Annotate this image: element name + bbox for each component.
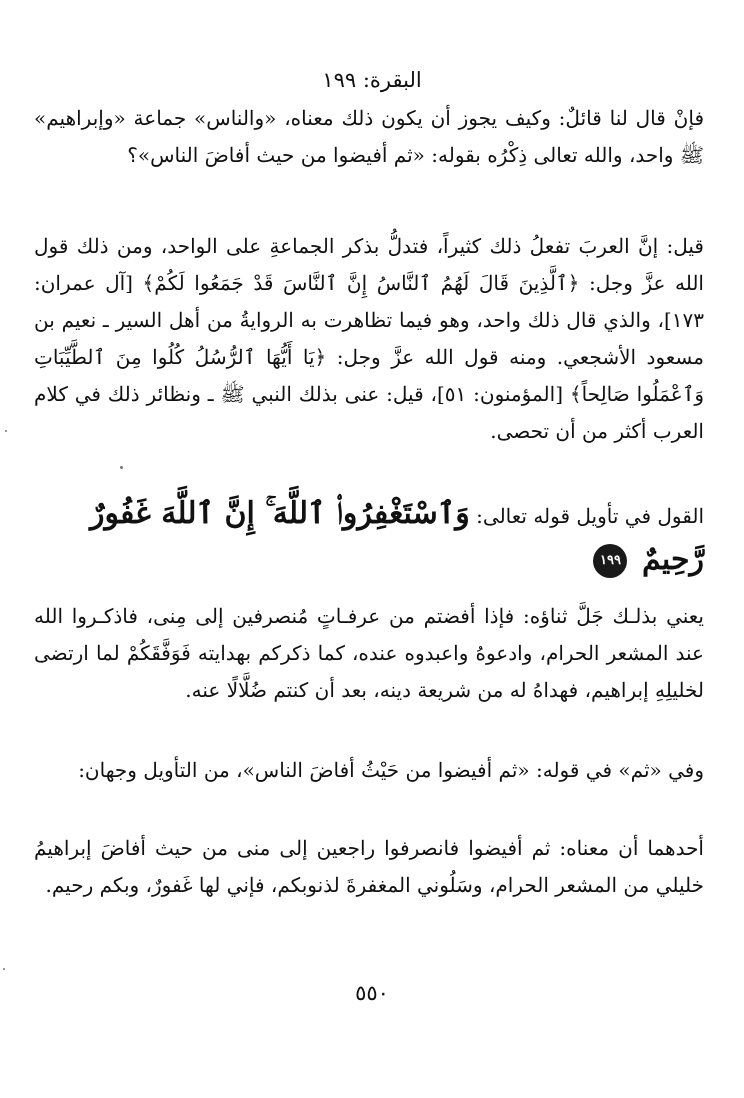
page-number: ٥٥٠ xyxy=(355,981,389,1005)
page-header: البقرة: ١٩٩ xyxy=(322,68,422,92)
heading-verse-line1: وَٱسْتَغْفِرُوا۟ ٱللَّهَ ۚ إِنَّ ٱللَّهَ غَفُورٌ xyxy=(90,496,470,531)
heading-verse-line2: رَّحِيمٌ xyxy=(641,542,704,577)
scan-speck xyxy=(120,466,123,469)
section-heading-continued xyxy=(34,540,704,580)
scan-speck xyxy=(5,430,7,432)
heading-intro: القول في تأويل قوله تعالى: xyxy=(476,504,704,528)
paragraph-thumma: وفي «ثم» في قوله: «ثم أفيضوا من حَيْثُ أفاضَ الناس»، من التأويل وجهان: xyxy=(78,758,704,782)
section-heading xyxy=(34,494,704,534)
scan-speck xyxy=(3,968,5,970)
paragraph-first-view: أحدهما أن معناه: ثم أفيضوا فانصرفوا راجعين إلى منى من حيث أفاضَ إبراهيمُ خليلي من المشعر الحرام، وسَلُوني المغفرةَ لذنوبكم، فإني لها غَفورٌ، وبكم رحيم. xyxy=(34,836,704,897)
paragraph-answer: قيل: إنَّ العربَ تفعلُ ذلك كثيراً، فتدلُّ بذكر الجماعةِ على الواحد، ومن ذلك قول الله عزَّ وجل: ﴿ٱلَّذِينَ قَالَ لَهُمُ ٱلنَّاسُ إِنَّ ٱلنَّاسَ قَدْ جَمَعُوا لَكُمْ﴾ [آل عمران: ١٧٣]، والذي قال ذلك واحد، وهو فيما تظاهرت به الروايةُ من أهل السير ـ نعيم بن مسعود الأشجعي. ومنه قول الله عزَّ وجل: ﴿يَا أَيُّهَا ٱلرُّسُلُ كُلُوا مِنَ ٱلطَّيِّبَاتِ وَٱعْمَلُوا صَالِحاً﴾ [المؤمنون: ٥١]، قيل: عنى بذلك النبي ﷺ ـ ونظائر ذلك في كلام العرب أكثر من أن تحصى. xyxy=(34,234,705,443)
verse-number-badge: ١٩٩ xyxy=(593,544,627,578)
paragraph-interpretation: يعني بذلـك جَلَّ ثناؤه: فإذا أفضتم من عرفـاتٍ مُنصرفين إلى مِنى، فاذكـروا الله عند المشعر الحرام، وادعوهُ واعبدوه عنده، كما ذكركم بهدايته فَوَفَّقَكُمْ لما ارتضى لخليلِهِ إبراهيم، فهداهُ له من شريعة دينه، بعد أن كنتم ضُلَّالًا عنه. xyxy=(34,604,704,702)
paragraph-question: فإنْ قال لنا قائلٌ: وكيف يجوز أن يكون ذلك معناه، «والناس» جماعة «وإبراهيم» ﷺ واحد، والله تعالى ذِكْرُه بقوله: «ثم أفيضوا من حيث أفاضَ الناس»؟ xyxy=(34,106,704,167)
